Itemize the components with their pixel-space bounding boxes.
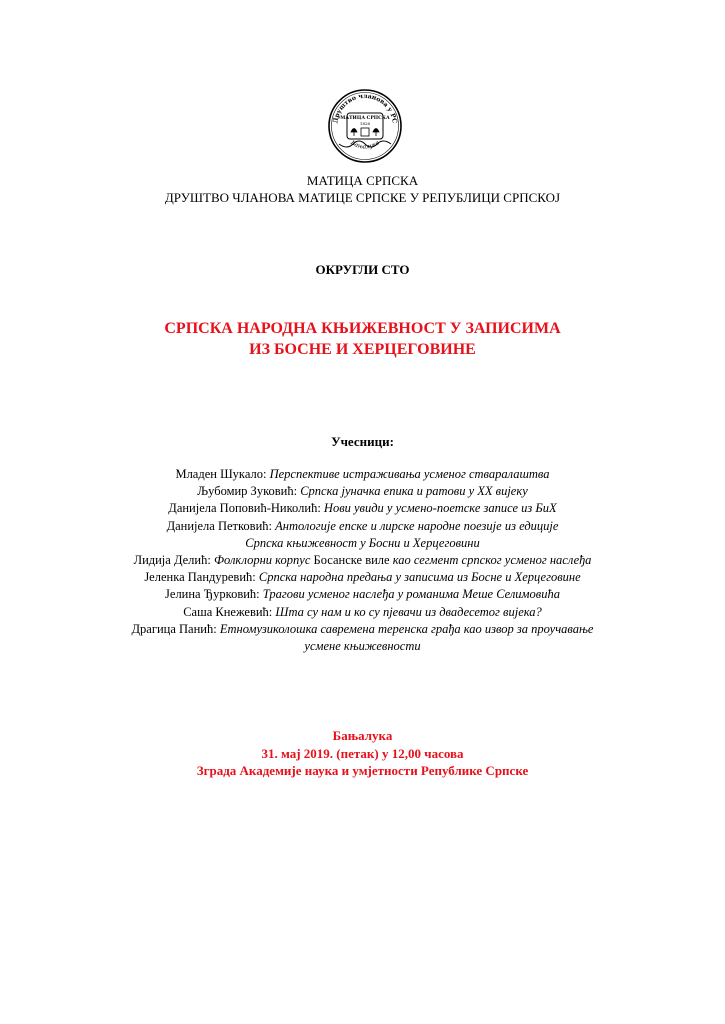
participant-line [0, 552, 725, 569]
event-title-line1: СРПСКА НАРОДНА КЊИЖЕВНОСТ У ЗАПИСИМА [164, 320, 561, 337]
event-venue: Зграда Академије наука и умјетности Републике Српске [196, 763, 529, 778]
event-info [0, 727, 725, 780]
event-title [0, 318, 725, 360]
event-type: ОКРУГЛИ СТО [315, 262, 410, 277]
seal-ring-text: Друштво чланова у РС [332, 92, 398, 124]
participant-line [0, 621, 725, 638]
participant-name: Драгица Панић: [131, 621, 220, 636]
participant-name: Љубомир Зуковић: [197, 484, 301, 499]
participant-line [0, 535, 725, 552]
participant-line [0, 518, 725, 535]
participant-topic: Фолклорни корпус [213, 553, 314, 568]
event-title-line2: ИЗ БОСНЕ И ХЕРЦЕГОВИНЕ [249, 341, 476, 358]
participant-name: Лидија Делић: [133, 553, 214, 568]
seal-tree-right-icon [373, 129, 379, 137]
participant-topic: Нови увиди у усмено-поетске записе из БиХ [323, 501, 557, 516]
participant-line [0, 604, 725, 621]
participant-line [0, 466, 725, 483]
svg-text:Бањалука [348, 139, 381, 151]
seal-bottom-text: Бањалука [349, 139, 381, 151]
participant-name: Данијела Поповић-Николић: [168, 501, 324, 516]
participant-topic: Српска народна предања у записима из Босне и Херцеговине [258, 570, 581, 585]
participant-name: Јеленка Пандуревић: [144, 570, 259, 585]
org-name-line1: МАТИЦА СРПСКА [306, 173, 419, 188]
seal-tree-left-icon [351, 129, 357, 137]
participants-heading: Учесници: [331, 434, 394, 449]
organization-block [0, 172, 725, 206]
participant-topic: усмене књижевности [304, 639, 421, 654]
participant-topic: Шта су нам и ко су пјевачи из двадесетог вијека? [275, 604, 542, 619]
participant-topic: Перспективе истраживања усменог стваралаштва [269, 467, 550, 481]
participant-topic: Етномузиколошка савремена теренска грађа као извор за проучавање [219, 621, 594, 636]
seal-center-year: 1826 [359, 121, 371, 126]
event-date-time: 31. мај 2019. (петак) у 12,00 часова [261, 745, 464, 761]
participant-topic: Српска јуначка епика и ратови у XX вијеку [300, 484, 528, 499]
participant-name: Данијела Петковић: [166, 518, 276, 533]
participant-topic-upright: Босанске виле [313, 553, 393, 568]
participant-line [0, 569, 725, 586]
participant-topic: Трагови усменог наслеђа у романима Меше Селимовића [262, 587, 560, 602]
participant-topic: Српска књижевност у Босни и Херцеговини [245, 535, 480, 550]
org-name-line2: ДРУШТВО ЧЛАНОВА МАТИЦЕ СРПСКЕ У РЕПУБЛИЦИ СРПСКОЈ [164, 190, 561, 205]
participant-line [0, 638, 725, 655]
participants-list [0, 466, 725, 655]
participant-topic-continued: као сегмент српског усменог наслеђа [392, 553, 592, 568]
participant-topic: Антологије епске и лирске народне поезије из едиције [275, 518, 559, 533]
participant-line [0, 586, 725, 603]
event-city: Бањалука [332, 728, 393, 743]
matica-srpska-seal-icon [327, 88, 403, 164]
participant-name: Саша Кнежевић: [183, 604, 276, 619]
participant-line [0, 500, 725, 517]
participant-name: Јелина Ђурковић: [165, 587, 263, 602]
seal-center-text: МАТИЦА СРПСКА [340, 116, 390, 121]
participant-name: Младен Шукало: [175, 467, 270, 481]
participant-line [0, 483, 725, 500]
